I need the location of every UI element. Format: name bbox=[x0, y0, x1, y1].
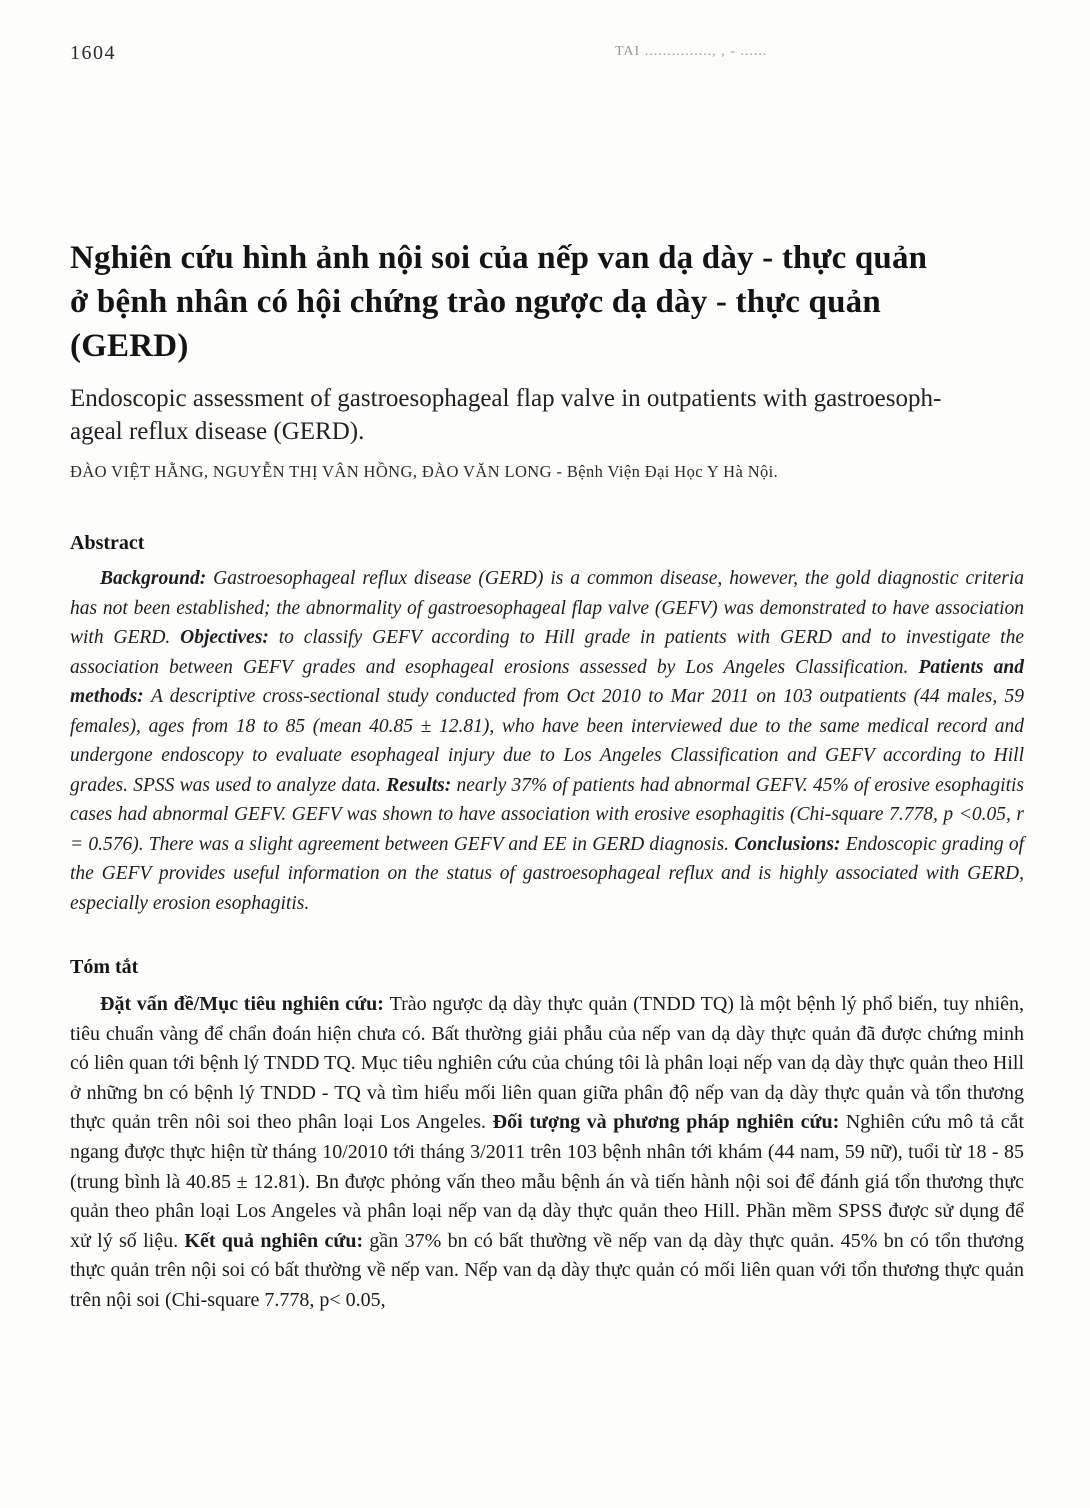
abstract-paragraph: Background: Gastroesophageal reflux disease (GERD) is a common disease, however, the gold diagnostic criteria has not been established; the abnormality of gastroesophageal flap valve (GEFV) was demonstrated to have association with GERD. Objectives: to classify GEFV according to Hill grade in patients with GERD and to investigate the association between GEFV grades and esophageal erosions assessed by Los Angeles Classification. Patients and methods: A descriptive cross-sectional study conducted from Oct 2010 to Mar 2011 on 103 outpatients (44 males, 59 females), ages from 18 to 85 (mean 40.85 ± 12.81), who have been interviewed due to the same medical record and undergone endoscopy to evaluate esophageal injury due to Los Angeles Classification and GEFV according to Hill grades. SPSS was used to analyze data. Results: nearly 37% of patients had abnormal GEFV. 45% of erosive esophagitis cases had abnormal GEFV. GEFV was shown to have association with erosive esophagitis (Chi-square 7.778, p <0.05, r = 0.576). There was a slight agreement between GEFV and EE in GERD diagnosis. Conclusions: Endoscopic grading of the GEFV provides useful information on the status of gastroesophageal reflux and is highly associated with GERD, especially erosion esophagitis. bbox=[70, 568, 1025, 914]
abstract-heading: Abstract bbox=[70, 532, 145, 554]
title-vietnamese-line2: ở bệnh nhân có hội chứng trào ngược dạ dày - thực quản bbox=[70, 284, 881, 320]
authors-line: ĐÀO VIỆT HẰNG, NGUYỄN THỊ VÂN HỒNG, ĐÀO VĂN LONG - Bệnh Viện Đại Học Y Hà Nội. bbox=[70, 462, 779, 481]
journal-header-text: TAI ..............., , - ...... bbox=[615, 44, 768, 59]
tomtat-paragraph: Đặt vấn đề/Mục tiêu nghiên cứu: Trào ngược dạ dày thực quản (TNDD TQ) là một bệnh lý phổ biến, tuy nhiên, tiêu chuẩn vàng để chẩn đoán hiện chưa có. Bất thường giải phẫu của nếp van dạ dày thực quản đã được chứng minh có liên quan tới bệnh lý TNDD TQ. Mục tiêu nghiên cứu của chúng tôi là phân loại nếp van dạ dày thực quản theo Hill ở những bn có bệnh lý TNDD - TQ và tìm hiểu mối liên quan giữa phân độ nếp van dạ dày thực quản và tổn thương thực quản trên nôi soi theo phân loại Los Angeles. Đối tượng và phương pháp nghiên cứu: Nghiên cứu mô tả cắt ngang được thực hiện từ tháng 10/2010 tới tháng 3/2011 trên 103 bệnh nhân tới khám (44 nam, 59 nữ), tuổi từ 18 - 85 (trung bình là 40.85 ± 12.81). Bn được phỏng vấn theo mẫu bệnh án và tiến hành nội soi để đánh giá tổn thương thực quản theo phân loại Los Angeles và phân loại nếp van dạ dày thực quản theo Hill. Phần mềm SPSS được sử dụng để xử lý số liệu. Kết quả nghiên cứu: gần 37% bn có bất thường về nếp van dạ dày thực quản. 45% bn có tổn thương thực quản trên nội soi có bất thường về nếp van. Nếp van dạ dày thực quản có mối liên quan với tổn thương thực quản trên nội soi (Chi-square 7.778, p< 0.05, bbox=[70, 993, 1025, 1311]
title-english-line1: Endoscopic assessment of gastroesophageal flap valve in outpatients with gastroesoph- bbox=[70, 385, 942, 412]
tomtat-heading: Tóm tắt bbox=[70, 956, 139, 978]
title-vietnamese-line1: Nghiên cứu hình ảnh nội soi của nếp van dạ dày - thực quản bbox=[70, 240, 928, 276]
title-vietnamese-line3: (GERD) bbox=[70, 328, 189, 364]
title-english bbox=[70, 382, 1024, 448]
page-header bbox=[70, 42, 1024, 64]
title-vietnamese bbox=[70, 236, 1024, 368]
title-english-line2: ageal reflux disease (GERD). bbox=[70, 418, 365, 445]
page-number: 1604 bbox=[70, 42, 116, 64]
